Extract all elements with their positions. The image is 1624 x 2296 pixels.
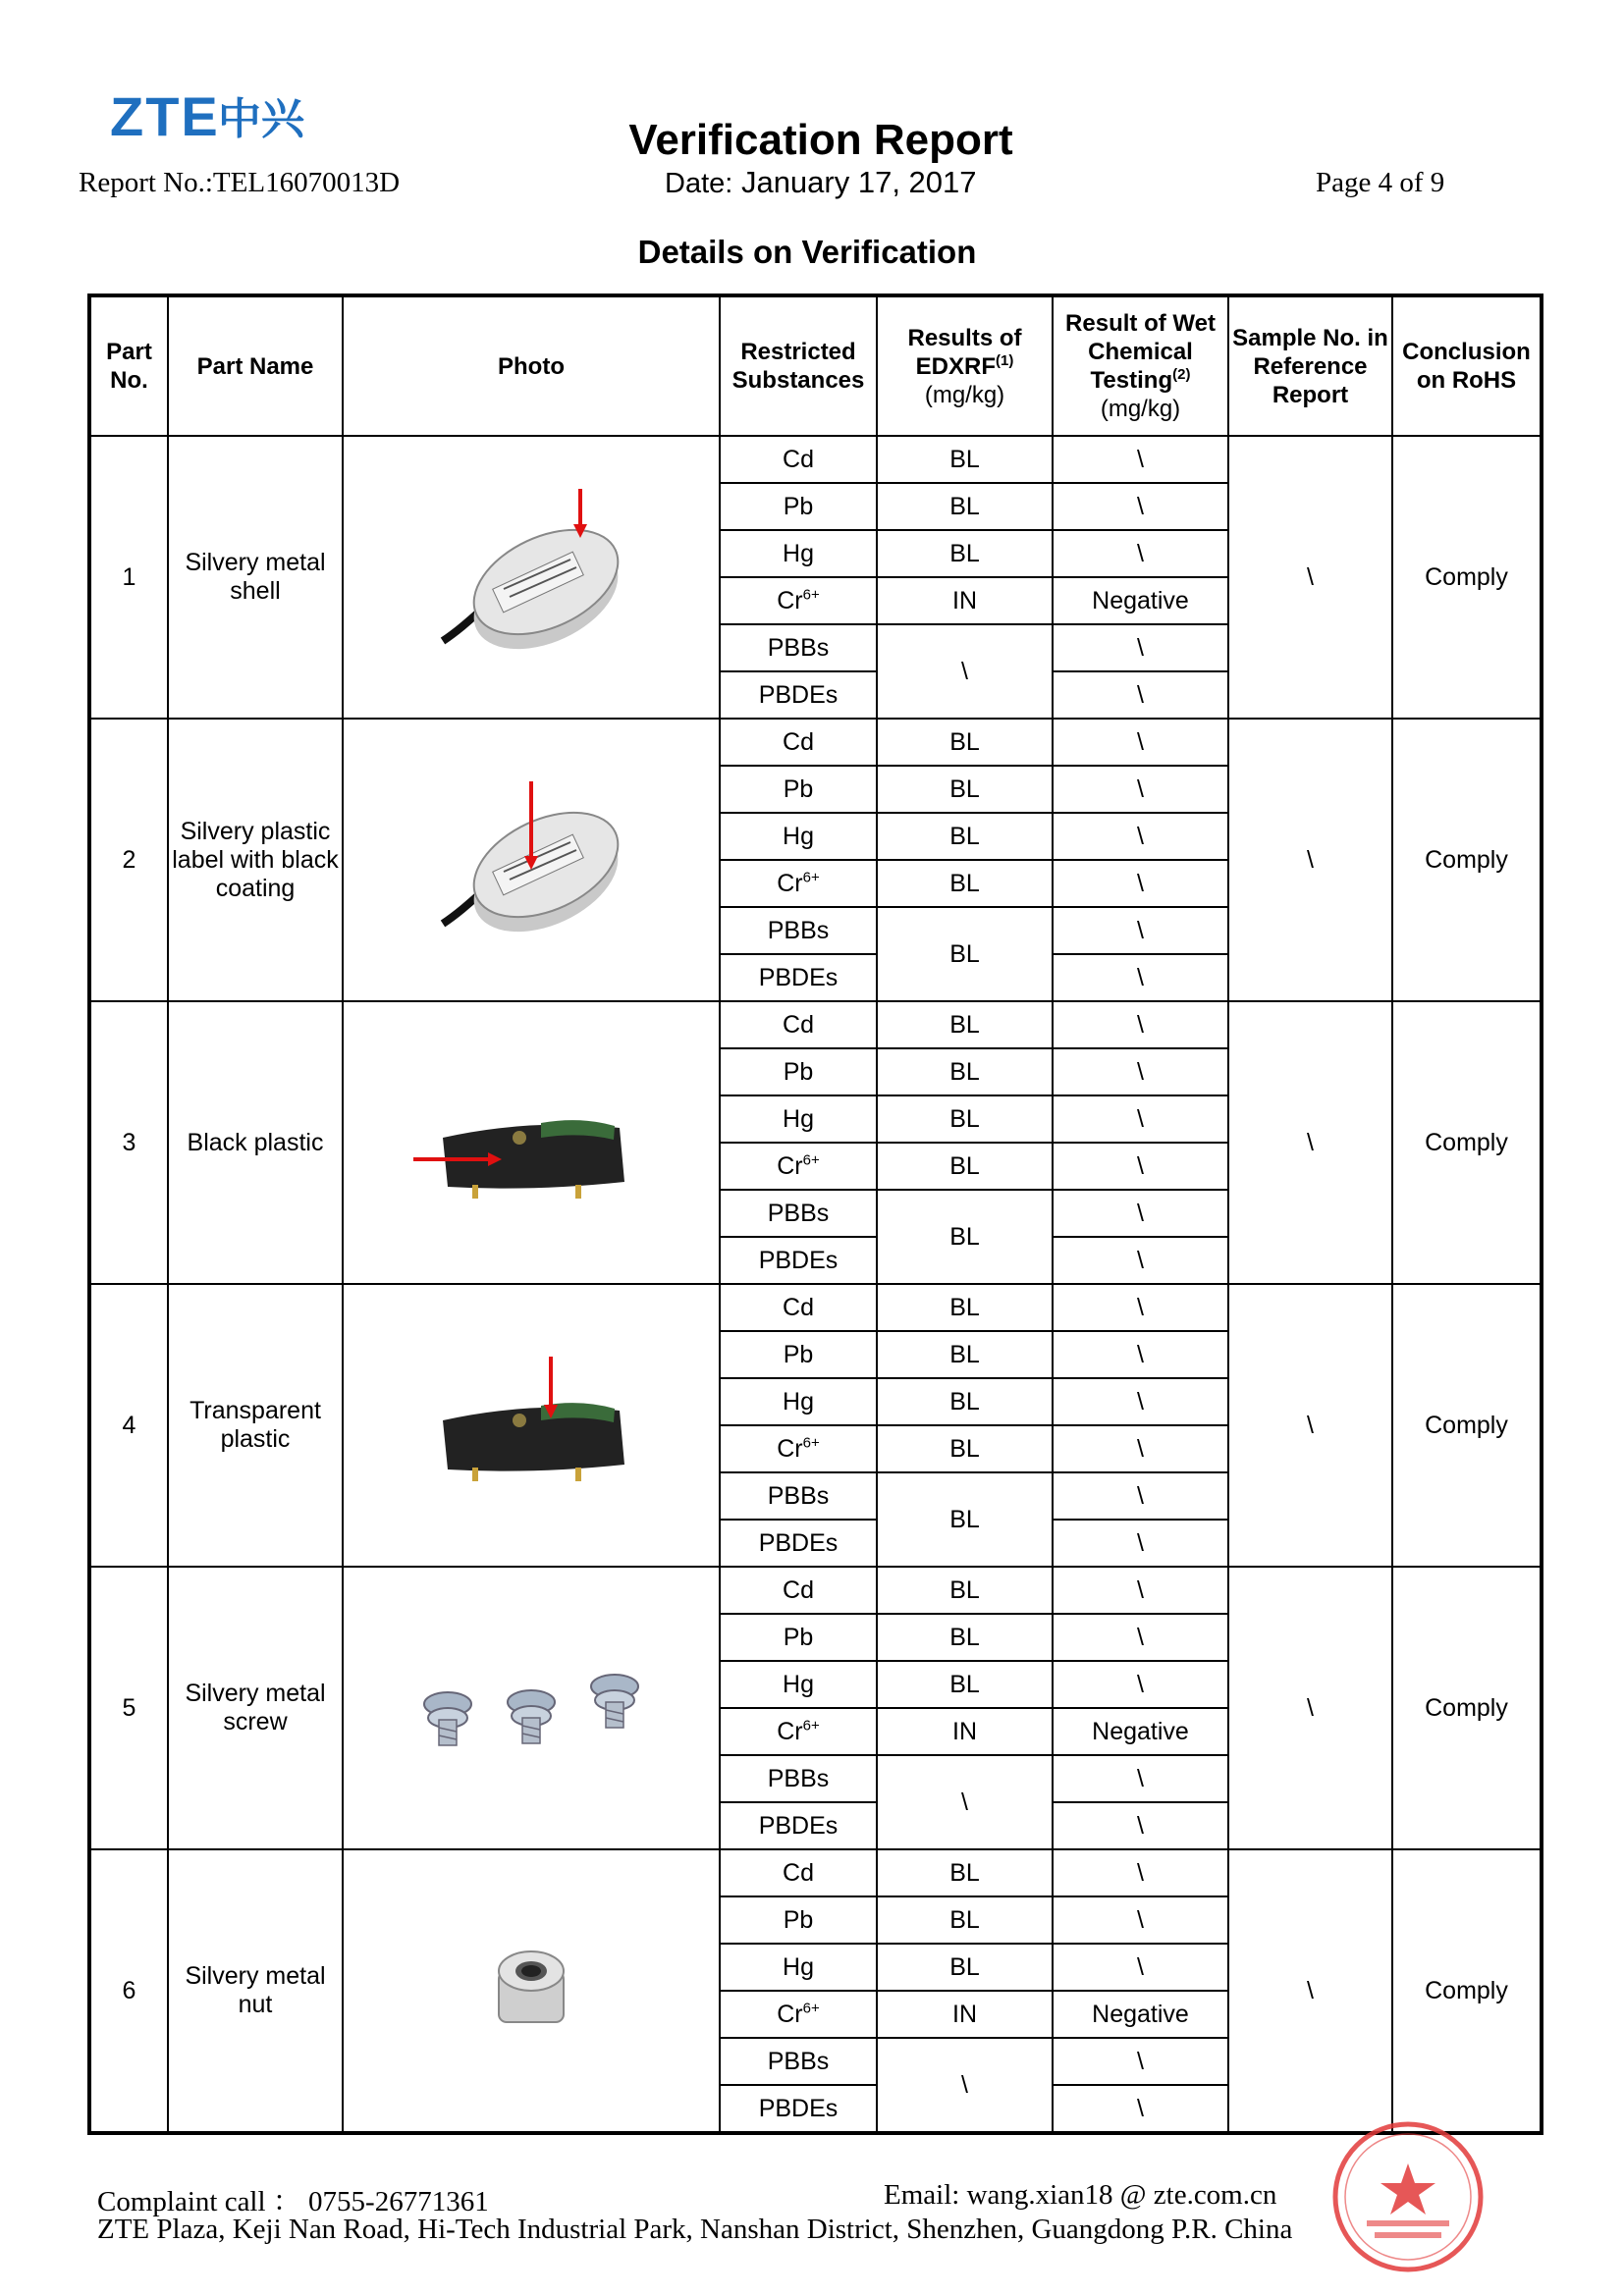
part-photo <box>343 719 720 1001</box>
substance-name: Cd <box>783 1293 814 1321</box>
substance-name: Cd <box>783 445 814 473</box>
wet-result: \ <box>1053 2038 1228 2085</box>
substance-name: PBBs <box>767 633 830 662</box>
edxrf-result: \ <box>877 2038 1053 2133</box>
wet-result: \ <box>1053 671 1228 719</box>
edxrf-result: BL <box>877 1190 1053 1284</box>
substance-name: Hg <box>783 539 814 567</box>
encoder-shell-photo <box>344 479 719 675</box>
part-name: Silvery metal nut <box>168 1849 343 2133</box>
substance-cell <box>720 1190 877 1237</box>
edxrf-result: BL <box>877 1143 1053 1190</box>
edxrf-result: BL <box>877 1331 1053 1378</box>
substance-name: PBBs <box>767 916 830 944</box>
table-header-row <box>89 295 1542 436</box>
substance-name: PBBs <box>767 1199 830 1227</box>
edxrf-result: BL <box>877 530 1053 577</box>
date-value: January 17, 2017 <box>740 165 977 199</box>
wet-result: Negative <box>1053 577 1228 624</box>
substance-cell <box>720 436 877 483</box>
substance-cell <box>720 483 877 530</box>
part-no: 2 <box>89 719 168 1001</box>
complaint-call: Complaint call ： 0755-26771361 <box>97 2186 489 2217</box>
substance-cell <box>720 1991 877 2038</box>
substance-cell <box>720 1520 877 1567</box>
substance-name: PBDEs <box>758 963 839 991</box>
substance-cell <box>720 2085 877 2133</box>
wet-result: \ <box>1053 530 1228 577</box>
date-label: Date: <box>665 168 733 199</box>
substance-cell <box>720 719 877 766</box>
substance-cell <box>720 907 877 954</box>
part-photo <box>343 1001 720 1284</box>
edxrf-result: BL <box>877 813 1053 860</box>
svg-text:ZTE: ZTE <box>110 86 220 143</box>
substance-name: Pb <box>783 1905 814 1934</box>
report-date <box>665 165 977 200</box>
edxrf-result: BL <box>877 1944 1053 1991</box>
wet-result: \ <box>1053 1614 1228 1661</box>
col-conclusion: Conclusion on RoHS <box>1392 295 1542 436</box>
report-number: Report No.:TEL16070013D <box>79 167 401 198</box>
part-name: Transparent plastic <box>168 1284 343 1567</box>
edxrf-footnote: (1) <box>996 351 1014 369</box>
substance-name: Cr <box>777 586 803 614</box>
part-name: Silvery metal screw <box>168 1567 343 1849</box>
table-row <box>89 1284 1542 1331</box>
company-seal <box>1327 2118 1489 2280</box>
conclusion: Comply <box>1392 1567 1542 1849</box>
substance-name: Hg <box>783 822 814 850</box>
wet-result: \ <box>1053 1896 1228 1944</box>
col-sample-no: Sample No. in Reference Report <box>1228 295 1392 436</box>
sample-no: \ <box>1228 1284 1392 1567</box>
wet-result: Negative <box>1053 1991 1228 2038</box>
substance-cell <box>720 1567 877 1614</box>
substance-name: PBBs <box>767 2047 830 2075</box>
part-no: 1 <box>89 436 168 719</box>
substance-cell <box>720 1095 877 1143</box>
edxrf-result: BL <box>877 1849 1053 1896</box>
sample-no: \ <box>1228 436 1392 719</box>
substance-name: PBDEs <box>758 1528 839 1557</box>
wet-result: \ <box>1053 954 1228 1001</box>
wet-result: \ <box>1053 1048 1228 1095</box>
wet-result: \ <box>1053 1849 1228 1896</box>
substance-name: Hg <box>783 1104 814 1133</box>
edxrf-label: Results of EDXRF <box>907 324 1022 380</box>
wet-result: \ <box>1053 1567 1228 1614</box>
wet-result: \ <box>1053 1802 1228 1849</box>
edxrf-result: BL <box>877 1284 1053 1331</box>
table-row <box>89 1567 1542 1614</box>
substance-name: Cr <box>777 1151 803 1180</box>
wet-result: \ <box>1053 1001 1228 1048</box>
substance-name: PBDEs <box>758 2094 839 2122</box>
black-plastic-photo <box>344 1069 719 1216</box>
wet-result: \ <box>1053 1661 1228 1708</box>
wet-result: \ <box>1053 1944 1228 1991</box>
col-restricted-substances: Restricted Substances <box>720 295 877 436</box>
wet-result: \ <box>1053 1190 1228 1237</box>
substance-cell <box>720 1944 877 1991</box>
part-no: 4 <box>89 1284 168 1567</box>
cr-valence: 6+ <box>802 586 820 604</box>
table-row <box>89 436 1542 483</box>
page-title: Verification Report <box>628 116 1013 164</box>
substance-name: Cr <box>777 869 803 897</box>
cr-valence: 6+ <box>802 2000 820 2017</box>
edxrf-result: BL <box>877 719 1053 766</box>
part-photo <box>343 1567 720 1849</box>
cr-valence: 6+ <box>802 869 820 886</box>
substance-name: Cd <box>783 1575 814 1604</box>
wet-result: Negative <box>1053 1708 1228 1755</box>
sample-no: \ <box>1228 1849 1392 2133</box>
table-row <box>89 1849 1542 1896</box>
substance-name: Cr <box>777 1434 803 1463</box>
wet-result: \ <box>1053 1472 1228 1520</box>
substance-cell <box>720 577 877 624</box>
substance-cell <box>720 1001 877 1048</box>
edxrf-result: \ <box>877 1755 1053 1849</box>
edxrf-result: BL <box>877 1896 1053 1944</box>
part-no: 6 <box>89 1849 168 2133</box>
wet-result: \ <box>1053 624 1228 671</box>
substance-name: Pb <box>783 774 814 803</box>
substance-name: Cr <box>777 1717 803 1745</box>
screws-photo <box>344 1649 719 1767</box>
wet-result: \ <box>1053 2085 1228 2133</box>
edxrf-result: BL <box>877 483 1053 530</box>
part-photo <box>343 1849 720 2133</box>
edxrf-result: BL <box>877 1661 1053 1708</box>
conclusion: Comply <box>1392 719 1542 1001</box>
substance-name: Hg <box>783 1387 814 1415</box>
substance-cell <box>720 1802 877 1849</box>
wet-result: \ <box>1053 719 1228 766</box>
part-name: Silvery plastic label with black coating <box>168 719 343 1001</box>
edxrf-result: BL <box>877 1001 1053 1048</box>
conclusion: Comply <box>1392 436 1542 719</box>
substance-name: Pb <box>783 1340 814 1368</box>
sample-no: \ <box>1228 1567 1392 1849</box>
part-name: Black plastic <box>168 1001 343 1284</box>
sample-no: \ <box>1228 1001 1392 1284</box>
svg-text:中兴: 中兴 <box>218 94 304 143</box>
substance-name: Pb <box>783 1057 814 1086</box>
substance-cell <box>720 1755 877 1802</box>
wet-result: \ <box>1053 813 1228 860</box>
part-photo <box>343 436 720 719</box>
substance-cell <box>720 671 877 719</box>
substance-cell <box>720 1896 877 1944</box>
substance-cell <box>720 1237 877 1284</box>
substance-cell <box>720 860 877 907</box>
edxrf-unit: (mg/kg) <box>924 381 1005 408</box>
edxrf-result: IN <box>877 577 1053 624</box>
substance-cell <box>720 1849 877 1896</box>
company-address: ZTE Plaza, Keji Nan Road, Hi-Tech Industrial Park, Nanshan District, Shenzhen, Guangdong P.R. China <box>97 2214 1293 2245</box>
substance-cell <box>720 1048 877 1095</box>
substance-cell <box>720 766 877 813</box>
substance-cell <box>720 1331 877 1378</box>
seal-icon <box>1327 2118 1489 2275</box>
substance-cell <box>720 1143 877 1190</box>
substance-cell <box>720 1472 877 1520</box>
wet-result: \ <box>1053 766 1228 813</box>
substance-name: Hg <box>783 1952 814 1981</box>
conclusion: Comply <box>1392 1001 1542 1284</box>
edxrf-result: BL <box>877 1048 1053 1095</box>
verification-table <box>87 294 1543 2135</box>
edxrf-result: \ <box>877 624 1053 719</box>
cr-valence: 6+ <box>802 1717 820 1735</box>
wet-label: Result of Wet Chemical Testing <box>1065 310 1216 394</box>
col-part-no: Part No. <box>89 295 168 436</box>
cr-valence: 6+ <box>802 1151 820 1169</box>
section-title: Details on Verification <box>637 234 977 270</box>
wet-result: \ <box>1053 1425 1228 1472</box>
transparent-plastic-photo <box>344 1352 719 1499</box>
wet-result: \ <box>1053 436 1228 483</box>
substance-name: PBBs <box>767 1764 830 1792</box>
substance-cell <box>720 624 877 671</box>
edxrf-result: BL <box>877 860 1053 907</box>
wet-result: \ <box>1053 1378 1228 1425</box>
col-edxrf <box>877 295 1053 436</box>
substance-cell <box>720 1378 877 1425</box>
substance-name: Pb <box>783 1623 814 1651</box>
col-photo: Photo <box>343 295 720 436</box>
substance-cell <box>720 1661 877 1708</box>
edxrf-result: IN <box>877 1991 1053 2038</box>
substance-name: Cd <box>783 727 814 756</box>
wet-result: \ <box>1053 483 1228 530</box>
col-part-name: Part Name <box>168 295 343 436</box>
wet-result: \ <box>1053 860 1228 907</box>
substance-cell <box>720 1425 877 1472</box>
edxrf-result: BL <box>877 766 1053 813</box>
substance-name: PBDEs <box>758 680 839 709</box>
page-number: Page 4 of 9 <box>1316 167 1445 198</box>
edxrf-result: BL <box>877 1425 1053 1472</box>
substance-cell <box>720 1708 877 1755</box>
edxrf-result: BL <box>877 1472 1053 1567</box>
encoder-label-photo <box>344 762 719 958</box>
contact-email: Email: wang.xian18 @ zte.com.cn <box>884 2179 1277 2211</box>
edxrf-result: IN <box>877 1708 1053 1755</box>
substance-name: Cr <box>777 2000 803 2028</box>
wet-result: \ <box>1053 1755 1228 1802</box>
wet-result: \ <box>1053 1237 1228 1284</box>
edxrf-result: BL <box>877 1378 1053 1425</box>
conclusion: Comply <box>1392 1849 1542 2133</box>
wet-result: \ <box>1053 1095 1228 1143</box>
wet-footnote: (2) <box>1172 366 1191 383</box>
part-photo <box>343 1284 720 1567</box>
wet-unit: (mg/kg) <box>1100 396 1181 422</box>
edxrf-result: BL <box>877 1614 1053 1661</box>
substance-cell <box>720 1614 877 1661</box>
substance-cell <box>720 813 877 860</box>
substance-name: Hg <box>783 1670 814 1698</box>
substance-name: PBDEs <box>758 1811 839 1840</box>
edxrf-result: BL <box>877 436 1053 483</box>
substance-cell <box>720 2038 877 2085</box>
table-row <box>89 719 1542 766</box>
wet-result: \ <box>1053 907 1228 954</box>
substance-name: Cd <box>783 1858 814 1887</box>
substance-cell <box>720 954 877 1001</box>
substance-cell <box>720 530 877 577</box>
table-row <box>89 1001 1542 1048</box>
substance-name: PBBs <box>767 1481 830 1510</box>
edxrf-result: BL <box>877 1095 1053 1143</box>
part-name: Silvery metal shell <box>168 436 343 719</box>
part-no: 5 <box>89 1567 168 1849</box>
part-no: 3 <box>89 1001 168 1284</box>
edxrf-result: BL <box>877 907 1053 1001</box>
wet-result: \ <box>1053 1331 1228 1378</box>
nut-photo <box>344 1942 719 2040</box>
substance-name: Cd <box>783 1010 814 1039</box>
conclusion: Comply <box>1392 1284 1542 1567</box>
wet-result: \ <box>1053 1520 1228 1567</box>
wet-result: \ <box>1053 1143 1228 1190</box>
substance-name: Pb <box>783 492 814 520</box>
cr-valence: 6+ <box>802 1434 820 1452</box>
substance-cell <box>720 1284 877 1331</box>
substance-name: PBDEs <box>758 1246 839 1274</box>
wet-result: \ <box>1053 1284 1228 1331</box>
edxrf-result: BL <box>877 1567 1053 1614</box>
col-wet-chemical <box>1053 295 1228 436</box>
sample-no: \ <box>1228 719 1392 1001</box>
